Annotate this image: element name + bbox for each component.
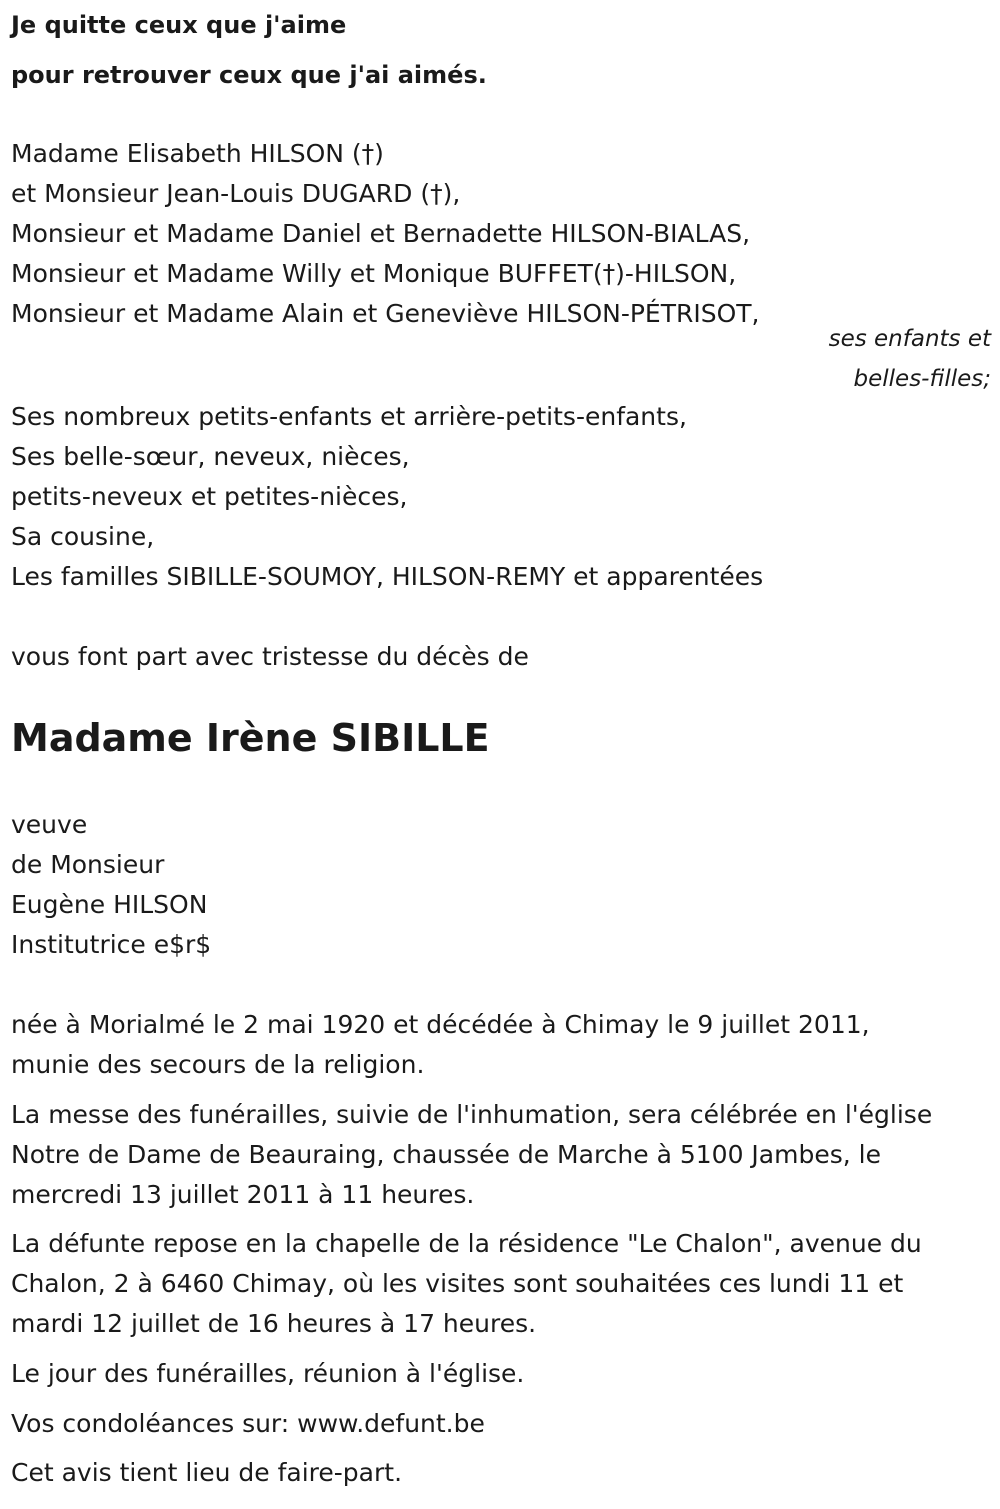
detail-line-2: de Monsieur [11, 850, 165, 879]
detail-line-3: Eugène HILSON [11, 890, 208, 919]
family-role-line-1: ses enfants et [828, 326, 991, 352]
family-line-4: Monsieur et Madame Willy et Monique BUFFET(†)-HILSON, [11, 259, 737, 288]
family-role-line-2: belles-filles; [853, 366, 991, 392]
relatives-line-3: petits-neveux et petites-nièces, [11, 482, 408, 511]
birth-death-line-1: née à Morialmé le 2 mai 1920 et décédée à Chimay le 9 juillet 2011, [11, 1010, 870, 1039]
funeral-line-1: La messe des funérailles, suivie de l'inhumation, sera célébrée en l'église [11, 1100, 933, 1129]
announcement: vous font part avec tristesse du décès de [11, 642, 529, 671]
meeting-line: Le jour des funérailles, réunion à l'église. [11, 1359, 525, 1388]
relatives-line-5: Les familles SIBILLE-SOUMOY, HILSON-REMY et apparentées [11, 562, 764, 591]
visitation-line-3: mardi 12 juillet de 16 heures à 17 heures. [11, 1309, 537, 1338]
visitation-line-1: La défunte repose en la chapelle de la résidence "Le Chalon", avenue du [11, 1229, 922, 1258]
birth-death-line-2: munie des secours de la religion. [11, 1050, 425, 1079]
relatives-line-4: Sa cousine, [11, 522, 155, 551]
family-line-5: Monsieur et Madame Alain et Geneviève HILSON-PÉTRISOT, [11, 299, 760, 328]
relatives-line-1: Ses nombreux petits-enfants et arrière-petits-enfants, [11, 402, 687, 431]
funeral-line-2: Notre de Dame de Beauraing, chaussée de Marche à 5100 Jambes, le [11, 1140, 881, 1169]
condolences-line: Vos condoléances sur: www.defunt.be [11, 1409, 485, 1438]
epigraph-line-1: Je quitte ceux que j'aime [11, 11, 347, 39]
funeral-line-3: mercredi 13 juillet 2011 à 11 heures. [11, 1180, 475, 1209]
relatives-line-2: Ses belle-sœur, neveux, nièces, [11, 442, 410, 471]
family-line-1: Madame Elisabeth HILSON (†) [11, 139, 384, 168]
deceased-name: Madame Irène SIBILLE [11, 716, 490, 760]
epigraph-line-2: pour retrouver ceux que j'ai aimés. [11, 61, 487, 89]
visitation-line-2: Chalon, 2 à 6460 Chimay, où les visites sont souhaitées ces lundi 11 et [11, 1269, 904, 1298]
detail-line-1: veuve [11, 810, 88, 839]
family-line-2: et Monsieur Jean-Louis DUGARD (†), [11, 179, 461, 208]
notice-line: Cet avis tient lieu de faire-part. [11, 1458, 403, 1487]
detail-line-4: Institutrice e$r$ [11, 930, 212, 959]
family-line-3: Monsieur et Madame Daniel et Bernadette HILSON-BIALAS, [11, 219, 751, 248]
